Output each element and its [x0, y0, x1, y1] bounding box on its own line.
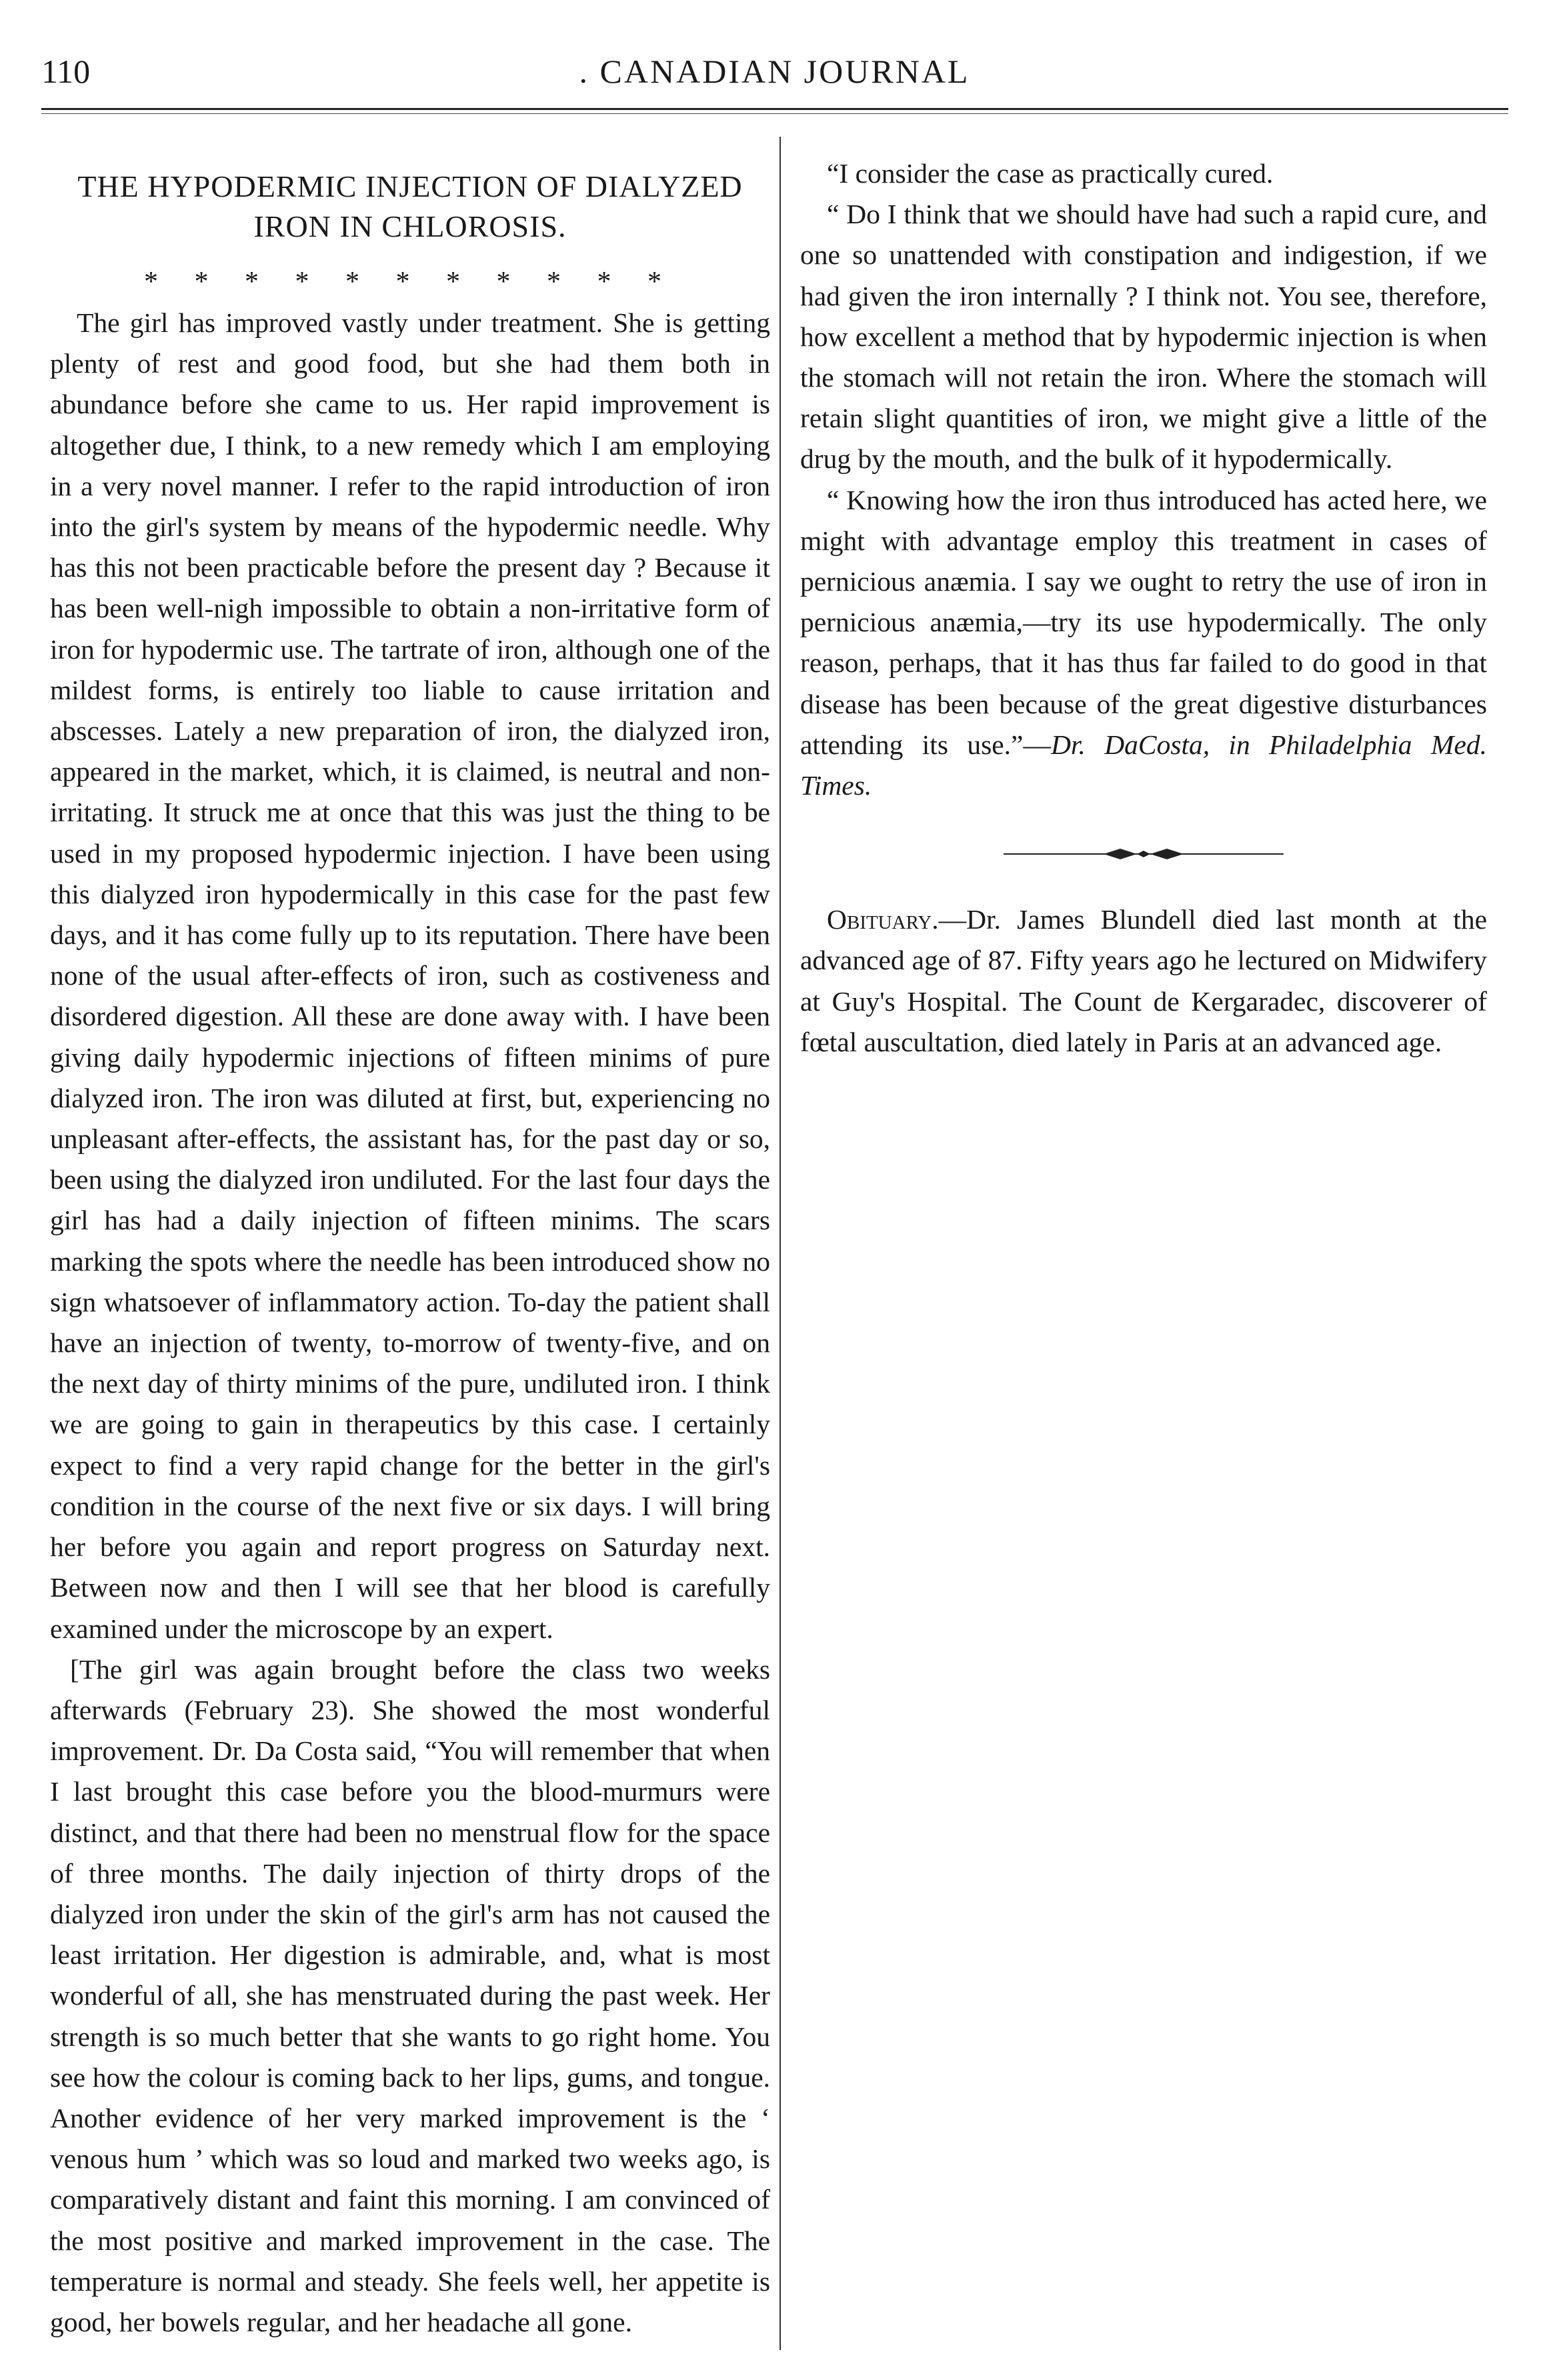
- article-paragraph-text: “ Knowing how the iron thus introduced has acted here, we might with advantage employ this treatment in cases of pernicious anæmia. I say we ought to retry the use of iron in pernicious anæmia,—try its use hypodermically. The only reason, perhaps, that it has thus far failed to do good in that disease has been because of the great digestive disturbances attending its use.”—: [800, 484, 1487, 760]
- journal-title: . CANADIAN JOURNAL: [579, 53, 970, 90]
- article-paragraph: The girl has improved vastly under treatment. She is getting plenty of rest and good food, but she had them both in abundance before she came to us. Her rapid improvement is altogether due, I think, to a new remedy which I am employing in a very novel manner. I refer to the rapid introduction of iron into the girl's system by means of the hypodermic needle. Why has this not been practicable before the present day ? Because it has been well-nigh impossible to obtain a non-irritative form of iron for hypodermic use. The tartrate of iron, although one of the mildest forms, is entirely too liable to cause irritation and abscesses. Lately a new preparation of iron, the dialyzed iron, appeared in the market, which, it is claimed, is neutral and non-irritating. It struck me at once that this was just the thing to be used in my proposed hypodermic injection. I have been using this dialyzed iron hypodermically in this case for the past few days, and it has come fully up to its reputation. There have been none of the usual after-effects of iron, such as costiveness and disordered digestion. All these are done away with. I have been giving daily hypodermic injections of fifteen minims of pure dialyzed iron. The iron was diluted at first, but, experiencing no unpleasant after-effects, the assistant has, for the past day or so, been using the dialyzed iron undiluted. For the last four days the girl has had a daily injection of fifteen minims. The scars marking the spots where the needle has been introduced show no sign whatsoever of inflammatory action. To-day the patient shall have an injection of twenty, to-morrow of twenty-five, and on the next day of thirty minims of the pure, undiluted iron. I think we are going to gain in therapeutics by this case. I certainly expect to find a very rapid change for the better in the girl's condition in the course of the next five or six days. I will bring her before you again and report progress on Saturday next. Between now and then I will see that her blood is carefully examined under the microscope by an expert.: [50, 307, 770, 1644]
- article-paragraph: [800, 480, 1487, 807]
- column-divider: [780, 137, 781, 2350]
- article-paragraph: “I consider the case as practically cured.: [827, 158, 1274, 189]
- section-divider-ornament: [1004, 846, 1284, 862]
- article-citation: Dr. DaCosta, in Philadelphia Med. Times.: [800, 729, 1487, 801]
- page-number: 110: [41, 53, 91, 90]
- obituary-text: —Dr. James Blundell died last month at the advanced age of 87. Fifty years ago he lectured on Midwifery at Guy's Hospital. The Count de Kergaradec, discoverer of fœtal auscultation, died lately in Paris at an advanced age.: [800, 904, 1487, 1057]
- article-paragraph: “ Do I think that we should have had such a rapid cure, and one so unattended with constipation and indigestion, if we had given the iron internally ? I think not. You see, therefore, how excellent a method that by hypodermic injection is when the stomach will not retain the iron. Where the stomach will retain slight quantities of iron, we might give a little of the drug by the mouth, and the bulk of it hypodermically.: [800, 199, 1487, 475]
- class-note-text: [The girl was again brought before the class two weeks afterwards (February 23). She showed the most wonderful improvement. Dr. Da Costa said, “You will remember that when I last brought this case before you the blood-murmurs were distinct, and that there had been no menstrual flow for the space of three months. The daily injection of thirty drops of the dialyzed iron under the skin of the girl's arm has not caused the least irritation. Her digestion is admirable, and, what is most wonderful of all, she has menstruated during the past week. Her strength is so much better that she wants to go right home. You see how the colour is coming back to her lips, gums, and tongue. Another evidence of her very marked improvement is the ‘ venous hum ’ which was so loud and marked two weeks ago, is comparatively distant and faint this morning. I am convinced of the most positive and marked improvement in the case. The temperature is normal and steady. She feels well, her appetite is good, her bowels regular, and her headache all gone.: [50, 1653, 770, 2337]
- section-stars: * * * * * * * * * * *: [144, 267, 676, 297]
- left-column: [50, 153, 770, 2343]
- obituary-label: Obituary.: [827, 904, 939, 935]
- obituary-paragraph: [800, 899, 1487, 1063]
- right-column: [800, 153, 1487, 1063]
- header-rule-thin: [41, 113, 1508, 114]
- header-rule: [41, 108, 1508, 110]
- article-title: THE HYPODERMIC INJECTION OF DIALYZED IRON IN CHLOROSIS.: [77, 169, 743, 243]
- article-paragraph: [50, 1649, 770, 2343]
